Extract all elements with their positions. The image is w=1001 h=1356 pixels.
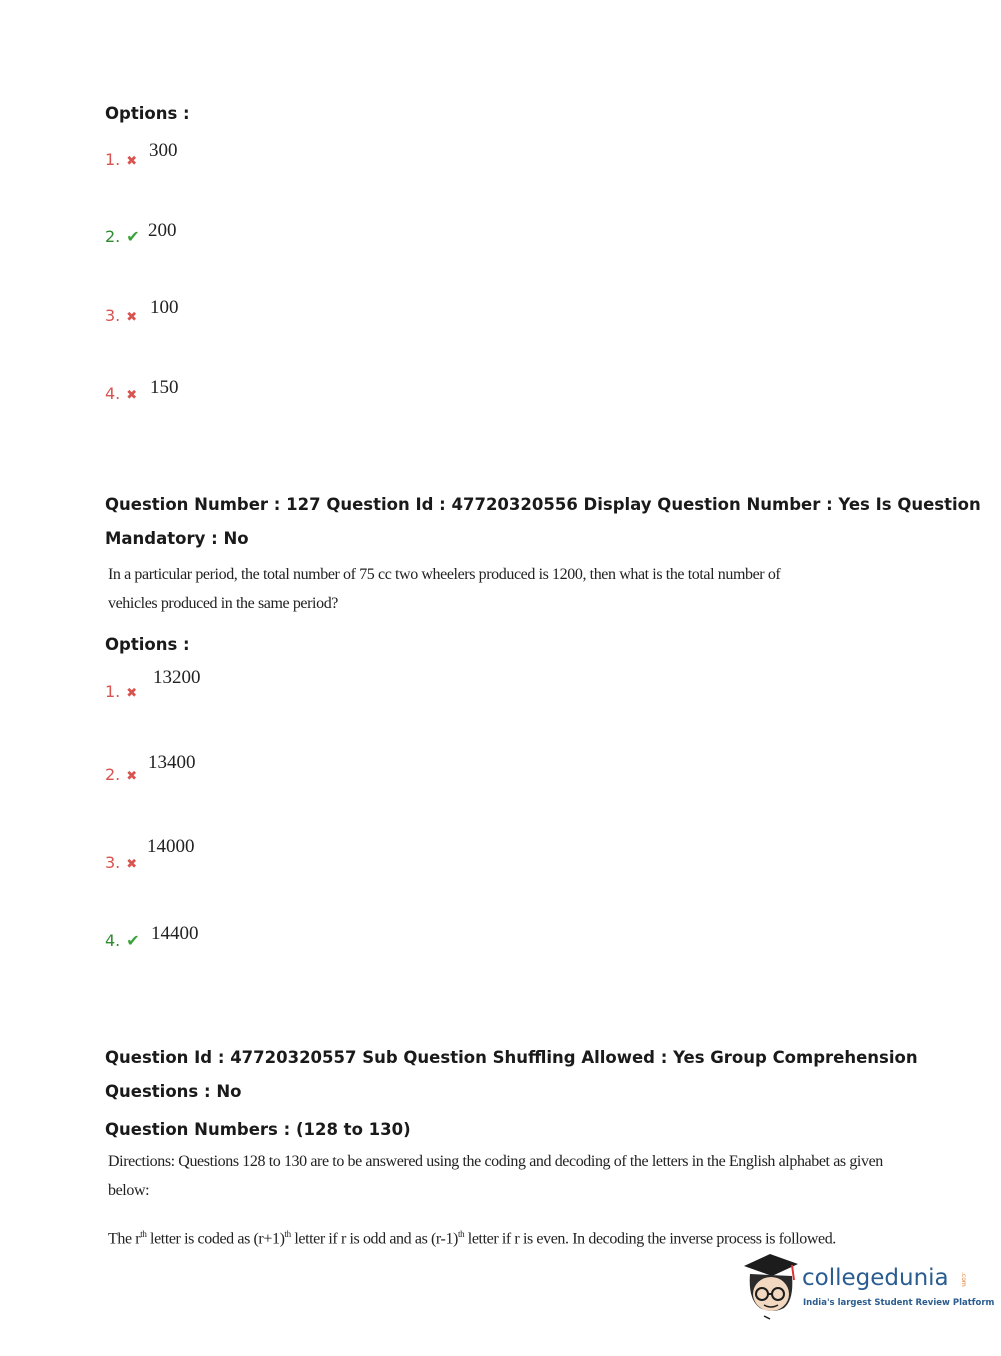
group-header: Question Id : 47720320557 Sub Question Shuffling Allowed : Yes Group Comprehension (105, 1048, 918, 1067)
cross-icon: ✖ (126, 310, 138, 325)
option-number: 2. (105, 765, 121, 784)
cross-icon: ✖ (126, 769, 138, 784)
question-numbers: Question Numbers : (128 to 130) (105, 1120, 411, 1139)
group-header-continued: Questions : No (105, 1082, 242, 1101)
mascot-icon (740, 1250, 802, 1320)
option-value: 300 (149, 140, 178, 161)
option-item (105, 384, 137, 403)
question-header: Question Number : 127 Question Id : 47720320556 Display Question Number : Yes Is Question (105, 495, 981, 514)
directions-text: Directions: Questions 128 to 130 are to be answered using the coding and decoding of the letters in the English alphabet as given (108, 1153, 883, 1170)
option-item (105, 150, 137, 169)
option-item (105, 682, 137, 701)
option-value: 13200 (153, 667, 201, 688)
option-number: 4. (105, 931, 121, 950)
option-number: 3. (105, 853, 121, 872)
option-number: 2. (105, 227, 121, 246)
option-value: 14400 (151, 923, 199, 944)
coding-rule: The $r^{th}$ letter is coded as $(r+1)^{th}$ letter if r is odd and as $(r-1)^{th}$ letter if r is even. In decoding the inverse process is followed. (108, 1229, 836, 1248)
option-item (105, 931, 140, 950)
option-value: 200 (148, 220, 177, 241)
check-icon: ✔ (126, 931, 140, 950)
option-number: 1. (105, 150, 121, 169)
option-number: 3. (105, 306, 121, 325)
options-label: Options : (105, 104, 190, 123)
cross-icon: ✖ (126, 857, 138, 872)
logo-dotcom: .com (960, 1272, 967, 1287)
cross-icon: ✖ (126, 388, 138, 403)
question-text: In a particular period, the total number of 75 cc two wheelers produced is 1200, then what is the total number of (108, 566, 781, 583)
check-icon: ✔ (126, 227, 140, 246)
option-number: 1. (105, 682, 121, 701)
option-number: 4. (105, 384, 121, 403)
option-item (105, 227, 140, 246)
options-label: Options : (105, 635, 190, 654)
option-item (105, 765, 137, 784)
cross-icon: ✖ (126, 686, 138, 701)
directions-text-continued: below: (108, 1182, 150, 1199)
option-value: 14000 (147, 836, 195, 857)
cross-icon: ✖ (126, 154, 138, 169)
logo-wordmark: collegedunia (802, 1265, 949, 1291)
option-value: 13400 (148, 752, 196, 773)
logo-tagline: India's largest Student Review Platform (803, 1298, 995, 1308)
option-value: 100 (150, 297, 179, 318)
option-item (105, 853, 137, 872)
option-value: 150 (150, 377, 179, 398)
question-header-continued: Mandatory : No (105, 529, 249, 548)
option-item (105, 306, 137, 325)
question-text-continued: vehicles produced in the same period? (108, 595, 338, 612)
